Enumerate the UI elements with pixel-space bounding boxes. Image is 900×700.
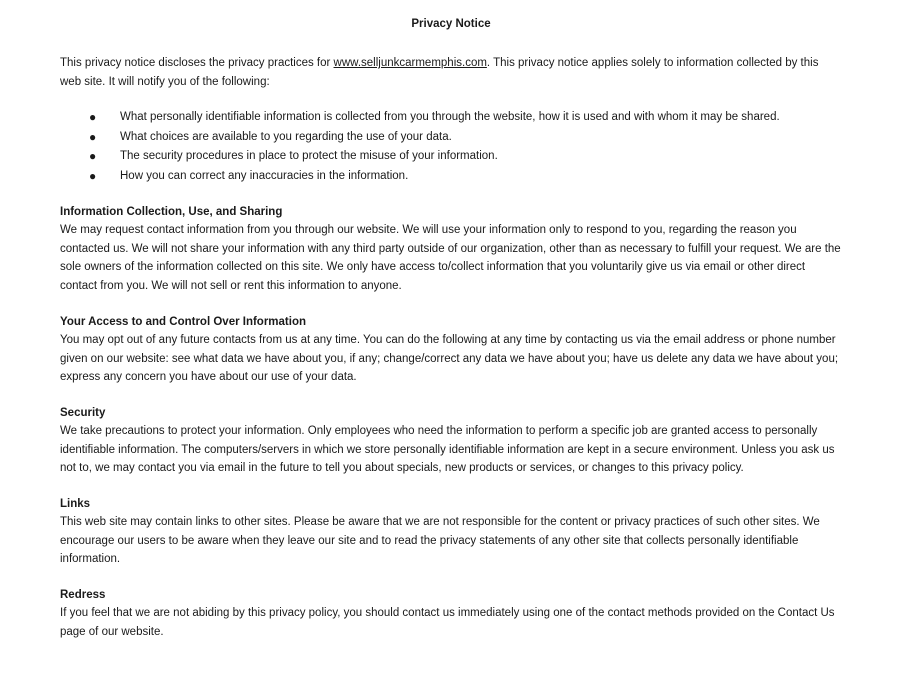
list-item: [60, 147, 842, 167]
list-item-text: How you can correct any inaccuracies in the information.: [120, 169, 409, 182]
page-title: Privacy Notice: [411, 18, 491, 30]
list-item: [60, 167, 842, 187]
intro-text-before-link: This privacy notice discloses the privacy practices for: [60, 57, 334, 69]
section-body: You may opt out of any future contacts from us at any time. You can do the following at any time by contacting us via the email address or phone number given on our website: see what data we have about you, if any; change/correct any data we have about you; have us delete any data we have about you; express any concern you have about our use of your data.: [60, 333, 839, 384]
section-access: [60, 313, 842, 387]
bullet-icon: ●: [89, 168, 97, 183]
intro-text-after-link: . This privacy notice applies solely to information collected by this web site. It will notify you of the following:: [60, 57, 819, 88]
list-item: [60, 128, 842, 148]
section-heading: Redress: [60, 589, 106, 602]
section-heading: Links: [60, 498, 91, 511]
section-heading: Security: [60, 406, 106, 419]
section-collection: [60, 203, 842, 296]
section-body: We may request contact information from you through our website. We will use your information only to respond to you, regarding the reason you contacted us. We will not share your information with any third party outside of our organization, other than as necessary to fulfill your request. We are the sole owners of the information collected on this site. We only have access to/collect information that you voluntarily give us via email or other direct contact from you. We will not sell or rent this information to anyone.: [60, 224, 841, 293]
section-heading: Information Collection, Use, and Sharing: [60, 206, 283, 218]
list-item-text: What choices are available to you regarding the use of your data.: [120, 130, 452, 143]
bullet-icon: ●: [89, 110, 97, 124]
section-heading: Your Access to and Control Over Information: [60, 315, 307, 328]
bullet-icon: ●: [89, 129, 97, 144]
notice-topics-list: [60, 108, 842, 186]
website-link[interactable]: www.selljunkcarmemphis.com: [333, 57, 487, 69]
intro-paragraph: [60, 54, 842, 91]
list-item: [60, 108, 842, 128]
section-links: [60, 495, 842, 569]
bullet-icon: ●: [89, 149, 97, 163]
section-security: [60, 404, 842, 478]
section-redress: [60, 586, 842, 641]
section-body: If you feel that we are not abiding by this privacy policy, you should contact us immediately using one of the contact methods provided on the Contact Us page of our website.: [60, 607, 835, 638]
list-item-text: The security procedures in place to protect the misuse of your information.: [120, 150, 498, 162]
section-body: We take precautions to protect your information. Only employees who need the information to perform a specific job are granted access to personally identifiable information. The computers/servers in which we store personally identifiable information are kept in a secure environment. Unless you ask us not to, we may contact you via email in the future to tell you about specials, new products or services, or changes to this privacy policy.: [60, 424, 835, 475]
section-body: This web site may contain links to other sites. Please be aware that we are not responsible for the content or privacy practices of such other sites. We encourage our users to be aware when they leave our site and to read the privacy statements of any other site that collects personally identifiable information.: [60, 516, 820, 566]
list-item-text: What personally identifiable information is collected from you through the website, how it is used and with whom it may be shared.: [120, 111, 780, 123]
